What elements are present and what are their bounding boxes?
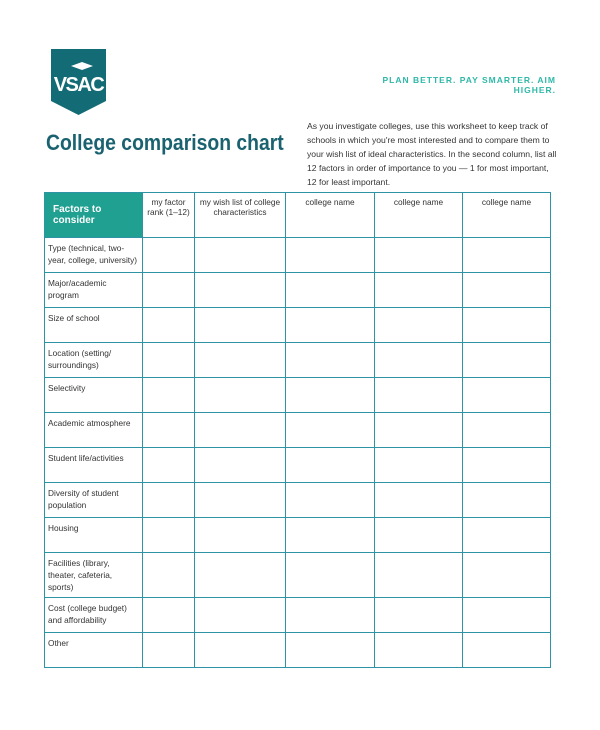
- entry-cell[interactable]: [463, 378, 551, 413]
- table-row: [45, 413, 551, 448]
- factor-label: Major/academic program: [45, 273, 143, 308]
- entry-cell[interactable]: [463, 633, 551, 668]
- entry-cell[interactable]: [195, 308, 286, 343]
- column-header: college name: [463, 193, 551, 238]
- entry-cell[interactable]: [195, 598, 286, 633]
- entry-cell[interactable]: [375, 273, 463, 308]
- entry-cell[interactable]: [143, 378, 195, 413]
- entry-cell[interactable]: [463, 413, 551, 448]
- table-row: [45, 633, 551, 668]
- entry-cell[interactable]: [286, 273, 375, 308]
- entry-cell[interactable]: [375, 413, 463, 448]
- column-header: Factors to consider: [45, 193, 143, 238]
- table-row: [45, 518, 551, 553]
- entry-cell[interactable]: [286, 518, 375, 553]
- entry-cell[interactable]: [286, 553, 375, 598]
- column-header: my wish list of college characteristics: [195, 193, 286, 238]
- factor-label: Cost (college budget) and affordability: [45, 598, 143, 633]
- entry-cell[interactable]: [463, 553, 551, 598]
- svg-text:VSAC: VSAC: [53, 74, 104, 96]
- entry-cell[interactable]: [375, 633, 463, 668]
- entry-cell[interactable]: [143, 343, 195, 378]
- entry-cell[interactable]: [195, 448, 286, 483]
- factor-label: Selectivity: [45, 378, 143, 413]
- entry-cell[interactable]: [286, 483, 375, 518]
- factor-label: Academic atmosphere: [45, 413, 143, 448]
- factor-label: Size of school: [45, 308, 143, 343]
- entry-cell[interactable]: [375, 518, 463, 553]
- comparison-table: [44, 192, 551, 668]
- entry-cell[interactable]: [463, 448, 551, 483]
- entry-cell[interactable]: [286, 598, 375, 633]
- entry-cell[interactable]: [143, 483, 195, 518]
- table-row: [45, 273, 551, 308]
- entry-cell[interactable]: [463, 238, 551, 273]
- entry-cell[interactable]: [143, 598, 195, 633]
- tagline: PLAN BETTER. PAY SMARTER. AIM HIGHER.: [382, 75, 556, 95]
- entry-cell[interactable]: [195, 378, 286, 413]
- page-title: College comparison chart: [46, 130, 284, 155]
- entry-cell[interactable]: [143, 633, 195, 668]
- entry-cell[interactable]: [143, 413, 195, 448]
- intro-text: As you investigate colleges, use this worksheet to keep track of schools in which you're most interested and to compare them to your wish list of ideal characteristics. In the second column, list all 12 factors in order of importance to you — 1 for most important, 12 for least important.: [307, 121, 557, 187]
- entry-cell[interactable]: [143, 238, 195, 273]
- entry-cell[interactable]: [375, 598, 463, 633]
- entry-cell[interactable]: [143, 518, 195, 553]
- factor-label: Housing: [45, 518, 143, 553]
- factor-label: Facilities (library, theater, cafeteria, sports): [45, 553, 143, 598]
- vsac-logo: [51, 49, 106, 115]
- column-header: college name: [375, 193, 463, 238]
- table-row: [45, 448, 551, 483]
- entry-cell[interactable]: [195, 633, 286, 668]
- entry-cell[interactable]: [195, 518, 286, 553]
- column-header: my factor rank (1–12): [143, 193, 195, 238]
- entry-cell[interactable]: [463, 343, 551, 378]
- entry-cell[interactable]: [463, 598, 551, 633]
- entry-cell[interactable]: [463, 308, 551, 343]
- entry-cell[interactable]: [286, 633, 375, 668]
- factor-label: Student life/activities: [45, 448, 143, 483]
- entry-cell[interactable]: [375, 448, 463, 483]
- entry-cell[interactable]: [286, 378, 375, 413]
- entry-cell[interactable]: [195, 483, 286, 518]
- entry-cell[interactable]: [375, 483, 463, 518]
- entry-cell[interactable]: [195, 343, 286, 378]
- entry-cell[interactable]: [143, 448, 195, 483]
- factor-label: Location (setting/ surroundings): [45, 343, 143, 378]
- entry-cell[interactable]: [143, 308, 195, 343]
- entry-cell[interactable]: [463, 518, 551, 553]
- entry-cell[interactable]: [195, 413, 286, 448]
- entry-cell[interactable]: [286, 448, 375, 483]
- table-row: [45, 343, 551, 378]
- entry-cell[interactable]: [286, 238, 375, 273]
- entry-cell[interactable]: [463, 483, 551, 518]
- column-header: college name: [286, 193, 375, 238]
- entry-cell[interactable]: [375, 378, 463, 413]
- entry-cell[interactable]: [143, 553, 195, 598]
- table-row: [45, 553, 551, 598]
- entry-cell[interactable]: [195, 553, 286, 598]
- entry-cell[interactable]: [375, 343, 463, 378]
- entry-cell[interactable]: [463, 273, 551, 308]
- table-row: [45, 483, 551, 518]
- entry-cell[interactable]: [286, 308, 375, 343]
- entry-cell[interactable]: [286, 413, 375, 448]
- entry-cell[interactable]: [375, 308, 463, 343]
- table-row: [45, 598, 551, 633]
- entry-cell[interactable]: [286, 343, 375, 378]
- table-row: [45, 378, 551, 413]
- factor-label: Type (technical, two-year, college, university): [45, 238, 143, 273]
- table-row: [45, 238, 551, 273]
- entry-cell[interactable]: [375, 553, 463, 598]
- factor-label: Other: [45, 633, 143, 668]
- factor-label: Diversity of student population: [45, 483, 143, 518]
- entry-cell[interactable]: [143, 273, 195, 308]
- table-row: [45, 308, 551, 343]
- entry-cell[interactable]: [195, 273, 286, 308]
- entry-cell[interactable]: [195, 238, 286, 273]
- entry-cell[interactable]: [375, 238, 463, 273]
